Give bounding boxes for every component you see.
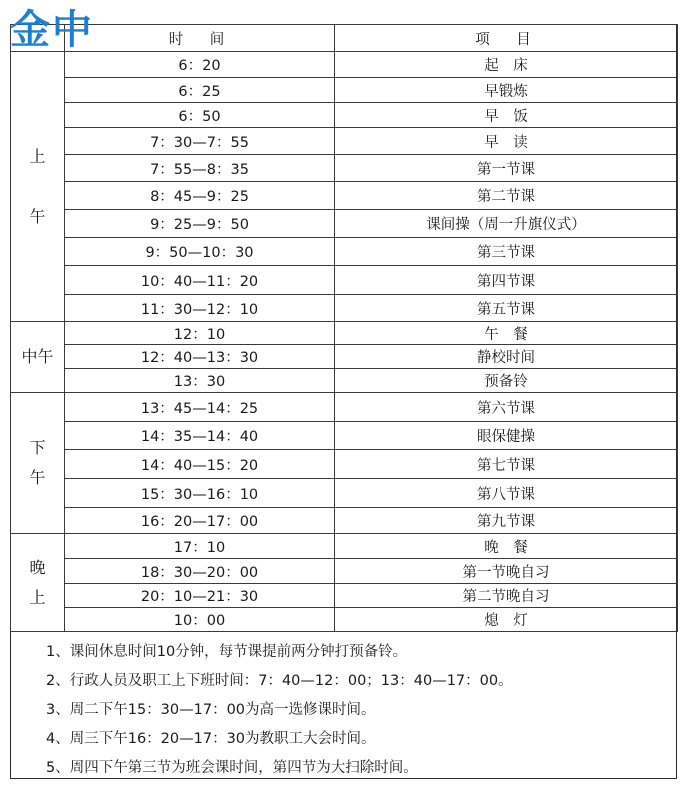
time-cell: 17：10 [65, 534, 335, 559]
item-cell: 眼保健操 [335, 422, 678, 450]
section-label: 上 午 [11, 52, 65, 322]
item-cell: 课间操（周一升旗仪式） [335, 210, 678, 238]
time-cell: 15：30—16：10 [65, 479, 335, 508]
table-row [11, 238, 678, 266]
table-row [11, 52, 678, 78]
time-cell: 20：10—21：30 [65, 584, 335, 608]
time-cell: 6：25 [65, 78, 335, 103]
table-row [11, 345, 678, 369]
time-cell: 12：40—13：30 [65, 345, 335, 369]
item-cell: 第九节课 [335, 508, 678, 534]
note-item: 2、行政人员及职工上下班时间：7：40—12：00；13：40—17：00。 [46, 673, 513, 689]
time-cell: 18：30—20：00 [65, 559, 335, 584]
section-label: 晚 上 [11, 534, 65, 632]
table-row [11, 534, 678, 559]
time-cell: 14：40—15：20 [65, 450, 335, 479]
time-cell: 11：30—12：10 [65, 295, 335, 322]
time-cell: 6：50 [65, 103, 335, 128]
logo: 金中 [10, 7, 94, 53]
table-row [11, 450, 678, 479]
item-cell: 熄 灯 [335, 608, 678, 632]
table-row [11, 295, 678, 322]
time-cell: 16：20—17：00 [65, 508, 335, 534]
item-cell: 第二节晚自习 [335, 584, 678, 608]
table-row [11, 128, 678, 155]
table-row [11, 422, 678, 450]
section-label: 下 午 [11, 393, 65, 534]
time-cell: 10：40—11：20 [65, 266, 335, 295]
time-cell: 9：25—9：50 [65, 210, 335, 238]
table-row [11, 155, 678, 182]
table-header-row [11, 25, 678, 52]
item-cell: 午 餐 [335, 322, 678, 345]
table-row [11, 393, 678, 422]
note-item: 1、课间休息时间10分钟，每节课提前两分钟打预备铃。 [46, 644, 408, 660]
notes-section [10, 632, 677, 783]
item-cell: 第一节课 [335, 155, 678, 182]
table-row [11, 210, 678, 238]
item-cell: 第三节课 [335, 238, 678, 266]
section-label: 中午 [11, 322, 65, 393]
time-cell: 7：30—7：55 [65, 128, 335, 155]
table-row [11, 479, 678, 508]
table-row [11, 508, 678, 534]
item-cell: 早 饭 [335, 103, 678, 128]
time-cell: 14：35—14：40 [65, 422, 335, 450]
note-item: 5、周四下午第三节为班会课时间，第四节为大扫除时间。 [46, 760, 418, 776]
table-row [11, 103, 678, 128]
schedule-table [10, 24, 678, 632]
header-item: 项 目 [335, 25, 678, 52]
table-row [11, 266, 678, 295]
item-cell: 起 床 [335, 52, 678, 78]
time-cell: 12：10 [65, 322, 335, 345]
table-row [11, 78, 678, 103]
item-cell: 早 读 [335, 128, 678, 155]
time-cell: 13：30 [65, 369, 335, 393]
time-cell: 10：00 [65, 608, 335, 632]
table-row [11, 369, 678, 393]
table-row [11, 608, 678, 632]
table-row [11, 182, 678, 210]
item-cell: 晚 餐 [335, 534, 678, 559]
table-row [11, 322, 678, 345]
note-item: 3、周二下午15：30—17：00为高一选修课时间。 [46, 702, 376, 718]
item-cell: 第五节课 [335, 295, 678, 322]
item-cell: 第一节晚自习 [335, 559, 678, 584]
item-cell: 静校时间 [335, 345, 678, 369]
table-row [11, 584, 678, 608]
item-cell: 第七节课 [335, 450, 678, 479]
table-row [11, 559, 678, 584]
time-cell: 7：55—8：35 [65, 155, 335, 182]
note-item: 4、周三下午16：20—17：30为教职工大会时间。 [46, 731, 376, 747]
time-cell: 13：45—14：25 [65, 393, 335, 422]
time-cell: 8：45—9：25 [65, 182, 335, 210]
item-cell: 第二节课 [335, 182, 678, 210]
time-cell: 9：50—10：30 [65, 238, 335, 266]
item-cell: 第六节课 [335, 393, 678, 422]
header-time: 时 间 [65, 25, 335, 52]
time-cell: 6：20 [65, 52, 335, 78]
item-cell: 第四节课 [335, 266, 678, 295]
item-cell: 第八节课 [335, 479, 678, 508]
item-cell: 预备铃 [335, 369, 678, 393]
item-cell: 早锻炼 [335, 78, 678, 103]
